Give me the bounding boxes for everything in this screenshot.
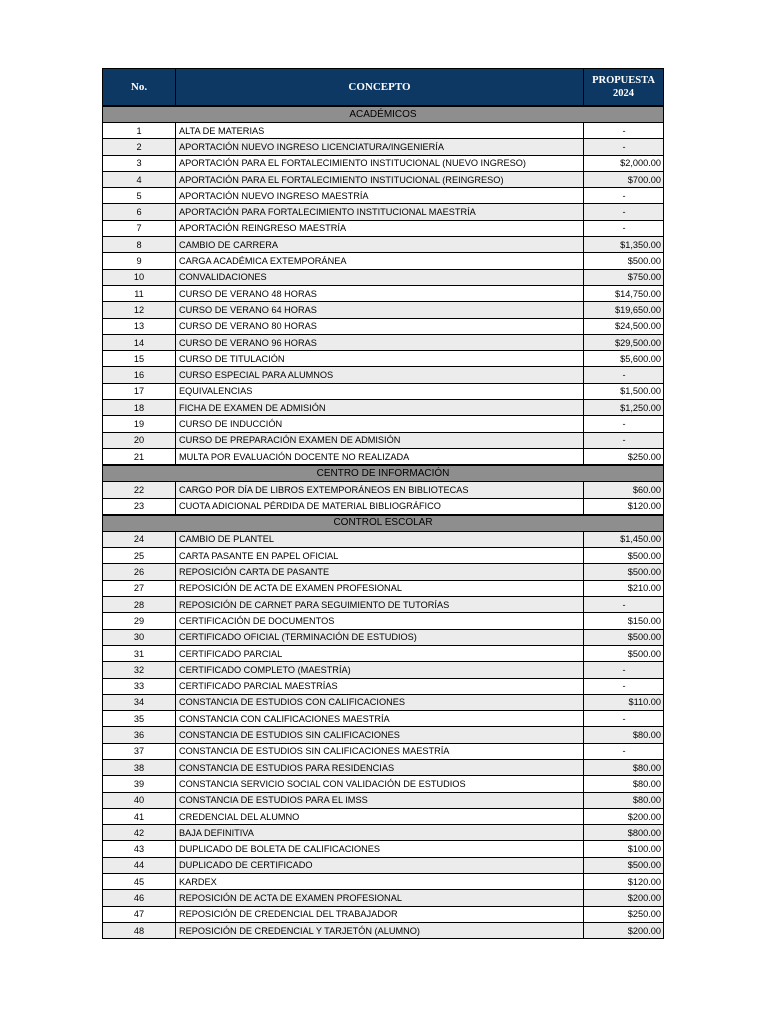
row-concepto: APORTACIÓN REINGRESO MAESTRÍA [176,220,584,236]
table-row [103,416,664,432]
row-number: 4 [103,171,176,187]
row-price: $14,750.00 [584,285,664,301]
table-row [103,188,664,204]
row-concepto: CAMBIO DE CARRERA [176,237,584,253]
row-concepto: CONSTANCIA DE ESTUDIOS SIN CALIFICACIONES MAESTRÍA [176,743,584,759]
table-row [103,498,664,515]
row-concepto: REPOSICIÓN DE ACTA DE EXAMEN PROFESIONAL [176,890,584,906]
row-concepto: APORTACIÓN PARA FORTALECIMIENTO INSTITUCIONAL MAESTRÍA [176,204,584,220]
row-concepto: CONSTANCIA DE ESTUDIOS SIN CALIFICACIONES [176,727,584,743]
table-row [103,662,664,678]
row-number: 37 [103,743,176,759]
table-row [103,204,664,220]
row-price: $1,350.00 [584,237,664,253]
row-price: $80.00 [584,759,664,775]
row-concepto: CURSO DE VERANO 96 HORAS [176,334,584,350]
table-row [103,874,664,890]
fee-table [102,68,664,939]
row-number: 1 [103,123,176,139]
row-price: $120.00 [584,874,664,890]
row-concepto: EQUIVALENCIAS [176,383,584,399]
table-row [103,482,664,498]
table-row [103,743,664,759]
header-propuesta-line1: PROPUESTA [592,75,655,86]
section-header-row [103,465,664,482]
row-price: $210.00 [584,580,664,596]
row-price: $100.00 [584,841,664,857]
row-number: 10 [103,269,176,285]
row-concepto: MULTA POR EVALUACIÓN DOCENTE NO REALIZADA [176,448,584,465]
row-concepto: CARGA ACADÉMICA EXTEMPORÁNEA [176,253,584,269]
table-row [103,302,664,318]
row-number: 16 [103,367,176,383]
row-price: $110.00 [584,694,664,710]
row-number: 42 [103,825,176,841]
row-number: 9 [103,253,176,269]
row-price: $19,650.00 [584,302,664,318]
table-row [103,400,664,416]
row-number: 11 [103,285,176,301]
row-concepto: ALTA DE MATERIAS [176,123,584,139]
row-price: $200.00 [584,808,664,824]
row-price: - [584,678,664,694]
row-number: 38 [103,759,176,775]
row-price: $120.00 [584,498,664,515]
row-number: 44 [103,857,176,873]
row-price: $80.00 [584,792,664,808]
row-price: - [584,743,664,759]
row-number: 46 [103,890,176,906]
section-header-row [103,515,664,532]
row-number: 32 [103,662,176,678]
row-number: 26 [103,564,176,580]
row-price: $700.00 [584,171,664,187]
row-concepto: REPOSICIÓN DE CARNET PARA SEGUIMIENTO DE TUTORÍAS [176,597,584,613]
table-row [103,841,664,857]
table-row [103,269,664,285]
table-row [103,678,664,694]
row-price: $500.00 [584,548,664,564]
row-price: $1,500.00 [584,383,664,399]
table-row [103,448,664,465]
row-number: 18 [103,400,176,416]
row-concepto: REPOSICIÓN CARTA DE PASANTE [176,564,584,580]
row-concepto: CREDENCIAL DEL ALUMNO [176,808,584,824]
table-row [103,139,664,155]
header-no: No. [103,69,176,107]
row-price: $5,600.00 [584,351,664,367]
row-price: - [584,220,664,236]
row-concepto: CERTIFICADO COMPLETO (MAESTRÍA) [176,662,584,678]
header-concepto: CONCEPTO [176,69,584,107]
row-price: - [584,188,664,204]
row-number: 14 [103,334,176,350]
row-number: 45 [103,874,176,890]
row-price: $80.00 [584,727,664,743]
table-body [103,106,664,939]
row-concepto: CURSO DE VERANO 64 HORAS [176,302,584,318]
row-price: - [584,597,664,613]
table-row [103,253,664,269]
row-number: 47 [103,906,176,922]
row-price: $250.00 [584,448,664,465]
row-number: 43 [103,841,176,857]
row-price: $150.00 [584,613,664,629]
row-number: 8 [103,237,176,253]
table-row [103,237,664,253]
row-concepto: CURSO DE TITULACIÓN [176,351,584,367]
row-concepto: CURSO DE PREPARACIÓN EXAMEN DE ADMISIÓN [176,432,584,448]
row-concepto: CUOTA ADICIONAL PÉRDIDA DE MATERIAL BIBLIOGRÁFICO [176,498,584,515]
table-row [103,645,664,661]
table-row [103,367,664,383]
row-concepto: DUPLICADO DE CERTIFICADO [176,857,584,873]
table-row [103,808,664,824]
row-number: 28 [103,597,176,613]
table-row [103,629,664,645]
row-concepto: CONSTANCIA SERVICIO SOCIAL CON VALIDACIÓN DE ESTUDIOS [176,776,584,792]
header-propuesta [584,69,664,107]
section-title: CONTROL ESCOLAR [103,515,664,532]
table-row [103,123,664,139]
row-number: 12 [103,302,176,318]
row-number: 35 [103,711,176,727]
table-row [103,922,664,938]
table-row [103,597,664,613]
table-row [103,727,664,743]
table-row [103,171,664,187]
section-title: ACADÉMICOS [103,106,664,123]
row-number: 5 [103,188,176,204]
table-row [103,351,664,367]
row-concepto: CURSO DE VERANO 48 HORAS [176,285,584,301]
row-number: 19 [103,416,176,432]
table-row [103,613,664,629]
row-number: 15 [103,351,176,367]
row-concepto: DUPLICADO DE BOLETA DE CALIFICACIONES [176,841,584,857]
table-header-row [103,69,664,107]
row-price: $2,000.00 [584,155,664,171]
table-row [103,531,664,547]
row-concepto: CONSTANCIA DE ESTUDIOS CON CALIFICACIONES [176,694,584,710]
table-row [103,711,664,727]
row-concepto: REPOSICIÓN DE ACTA DE EXAMEN PROFESIONAL [176,580,584,596]
section-title: CENTRO DE INFORMACIÓN [103,465,664,482]
section-header-row [103,106,664,123]
row-concepto: BAJA DEFINITIVA [176,825,584,841]
table-row [103,694,664,710]
row-price: - [584,123,664,139]
row-concepto: KARDEX [176,874,584,890]
table-row [103,890,664,906]
row-number: 20 [103,432,176,448]
row-price: $60.00 [584,482,664,498]
row-concepto: FICHA DE EXAMEN DE ADMISIÓN [176,400,584,416]
table-row [103,776,664,792]
row-price: - [584,662,664,678]
table-row [103,220,664,236]
row-price: $1,450.00 [584,531,664,547]
header-propuesta-line2: 2024 [613,88,634,99]
table-row [103,548,664,564]
row-number: 3 [103,155,176,171]
row-price: $200.00 [584,922,664,938]
table-row [103,564,664,580]
table-row [103,580,664,596]
row-number: 2 [103,139,176,155]
row-concepto: APORTACIÓN PARA EL FORTALECIMIENTO INSTITUCIONAL (NUEVO INGRESO) [176,155,584,171]
row-concepto: CARGO POR DÍA DE LIBROS EXTEMPORÁNEOS EN BIBLIOTECAS [176,482,584,498]
table-row [103,432,664,448]
row-concepto: CARTA PASANTE EN PAPEL OFICIAL [176,548,584,564]
row-price: $24,500.00 [584,318,664,334]
row-number: 24 [103,531,176,547]
row-price: - [584,204,664,220]
row-number: 36 [103,727,176,743]
row-price: $750.00 [584,269,664,285]
row-price: $500.00 [584,629,664,645]
row-number: 34 [103,694,176,710]
row-concepto: CONVALIDACIONES [176,269,584,285]
row-price: $29,500.00 [584,334,664,350]
row-number: 30 [103,629,176,645]
row-concepto: REPOSICIÓN DE CREDENCIAL Y TARJETÓN (ALUMNO) [176,922,584,938]
row-number: 40 [103,792,176,808]
row-price: $250.00 [584,906,664,922]
row-number: 22 [103,482,176,498]
row-price: $200.00 [584,890,664,906]
row-concepto: CONSTANCIA DE ESTUDIOS PARA RESIDENCIAS [176,759,584,775]
row-concepto: CONSTANCIA DE ESTUDIOS PARA EL IMSS [176,792,584,808]
row-number: 23 [103,498,176,515]
row-price: - [584,432,664,448]
row-concepto: CONSTANCIA CON CALIFICACIONES MAESTRÍA [176,711,584,727]
table-row [103,825,664,841]
table-row [103,759,664,775]
row-concepto: CERTIFICADO OFICIAL (TERMINACIÓN DE ESTUDIOS) [176,629,584,645]
row-number: 27 [103,580,176,596]
row-number: 17 [103,383,176,399]
row-number: 21 [103,448,176,465]
row-price: $80.00 [584,776,664,792]
row-number: 6 [103,204,176,220]
table-row [103,318,664,334]
table-row [103,334,664,350]
row-concepto: CERTIFICADO PARCIAL [176,645,584,661]
row-concepto: CURSO DE VERANO 80 HORAS [176,318,584,334]
row-price: - [584,139,664,155]
row-number: 33 [103,678,176,694]
row-number: 13 [103,318,176,334]
row-price: - [584,711,664,727]
row-concepto: CURSO ESPECIAL PARA ALUMNOS [176,367,584,383]
row-number: 29 [103,613,176,629]
row-price: $500.00 [584,857,664,873]
row-price: - [584,367,664,383]
row-number: 7 [103,220,176,236]
row-concepto: APORTACIÓN NUEVO INGRESO MAESTRÍA [176,188,584,204]
row-concepto: REPOSICIÓN DE CREDENCIAL DEL TRABAJADOR [176,906,584,922]
table-row [103,906,664,922]
row-price: $500.00 [584,564,664,580]
row-concepto: APORTACIÓN PARA EL FORTALECIMIENTO INSTITUCIONAL (REINGRESO) [176,171,584,187]
table-row [103,857,664,873]
row-number: 48 [103,922,176,938]
row-concepto: CERTIFICADO PARCIAL MAESTRÍAS [176,678,584,694]
row-number: 31 [103,645,176,661]
row-price: $500.00 [584,645,664,661]
table-row [103,792,664,808]
row-concepto: APORTACIÓN NUEVO INGRESO LICENCIATURA/INGENIERÍA [176,139,584,155]
row-price: $800.00 [584,825,664,841]
table-row [103,155,664,171]
row-concepto: CURSO DE INDUCCIÓN [176,416,584,432]
table-row [103,285,664,301]
row-number: 25 [103,548,176,564]
row-price: $1,250.00 [584,400,664,416]
row-number: 41 [103,808,176,824]
row-price: $500.00 [584,253,664,269]
table-row [103,383,664,399]
row-concepto: CERTIFICACIÓN DE DOCUMENTOS [176,613,584,629]
row-price: - [584,416,664,432]
row-number: 39 [103,776,176,792]
row-concepto: CAMBIO DE PLANTEL [176,531,584,547]
